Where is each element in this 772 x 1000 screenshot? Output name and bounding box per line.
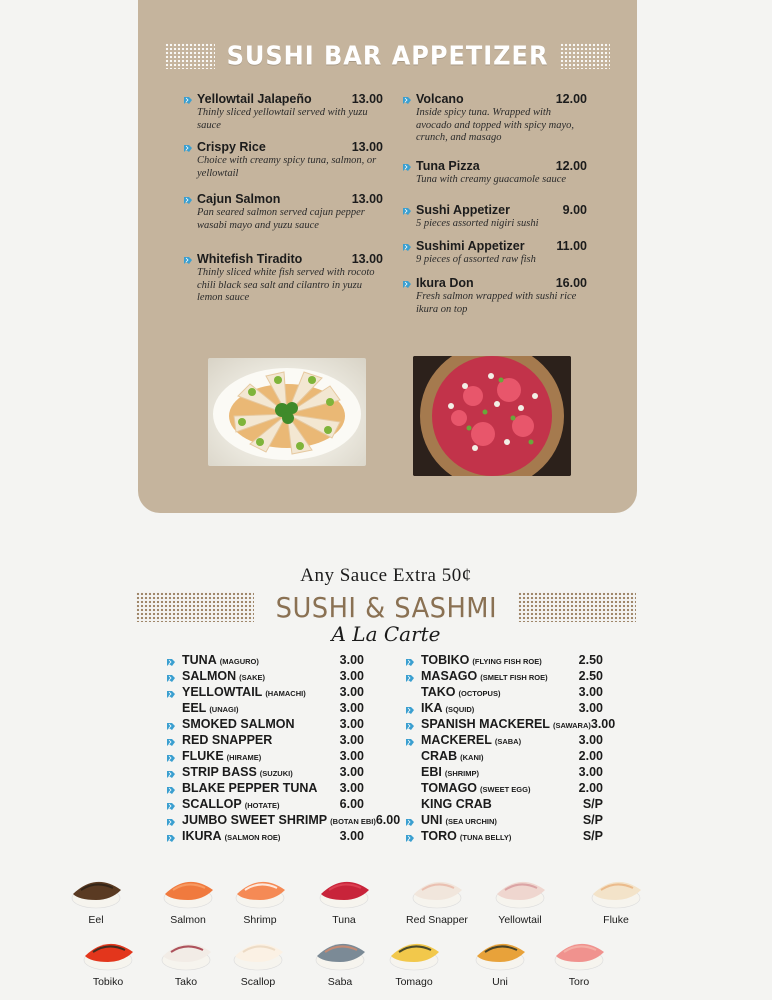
- sushi-item-name: SALMON: [182, 669, 237, 683]
- sushi-item-price: 3.00: [339, 701, 364, 715]
- nigiri-tako: [146, 930, 226, 988]
- nigiri-uni: [460, 930, 540, 988]
- sushi-list-item: [405, 715, 616, 731]
- sushi-list-item: [166, 683, 364, 699]
- sushi-list-item: [166, 811, 401, 827]
- nigiri-tobiko: [68, 930, 148, 988]
- sushi-item-price: 3.00: [339, 653, 364, 667]
- appetizer-header: [138, 38, 637, 74]
- appetizer-title: SUSHI BAR APPETIZER: [226, 40, 549, 72]
- nigiri-label: Fluke: [603, 914, 629, 926]
- sushi-item-name: TOMAGO: [421, 781, 478, 795]
- appetizer-item-name: Crispy Rice: [183, 140, 266, 154]
- appetizer-item-price: 16.00: [555, 276, 587, 290]
- sushi-list-item: [405, 763, 603, 779]
- sushi-list-item: [166, 667, 364, 683]
- appetizer-item-description: 5 pieces assorted nigiri sushi: [416, 218, 539, 229]
- nigiri-photo: [309, 930, 371, 974]
- sushi-item-name: EEL: [182, 701, 207, 715]
- sushi-list-item: [166, 651, 364, 667]
- nigiri-label: Shrimp: [243, 914, 277, 926]
- nigiri-label: Toro: [568, 976, 590, 988]
- sushi-item-japanese-name: (FLYING FISH ROE): [472, 657, 542, 666]
- nigiri-photo: [157, 868, 219, 912]
- nigiri-label: Tobiko: [92, 976, 124, 988]
- nigiri-photo: [548, 930, 610, 974]
- sushi-item-name: STRIP BASS: [182, 765, 257, 779]
- sushi-list-item: [405, 731, 603, 747]
- sushi-item-name: TOBIKO: [421, 653, 470, 667]
- sushi-item-price: 6.00: [339, 797, 364, 811]
- nigiri-yellowtail: [480, 868, 560, 926]
- appetizer-item-name: Tuna Pizza: [402, 159, 480, 173]
- nigiri-gallery: [0, 860, 772, 1000]
- fish-icon: [166, 654, 176, 663]
- sushi-list-item: [405, 747, 603, 763]
- sushi-item-japanese-name: (SWEET EGG): [480, 785, 531, 794]
- sushi-list-item: [166, 827, 364, 843]
- sushi-item-price: S/P: [582, 813, 603, 827]
- appetizer-item: [183, 140, 383, 180]
- sushi-list-item: [166, 699, 364, 715]
- fish-icon: [405, 670, 415, 679]
- sushi-item-japanese-name: (HAMACHI): [265, 689, 306, 698]
- sushi-list-item: [166, 795, 364, 811]
- nigiri-photo: [155, 930, 217, 974]
- nigiri-label: Saba: [327, 976, 353, 988]
- dot-ornament-right: [518, 592, 636, 622]
- nigiri-label: Tuna: [332, 914, 356, 926]
- sushi-item-price: 3.00: [578, 685, 603, 699]
- nigiri-shrimp: [220, 868, 300, 926]
- nigiri-eel: [56, 868, 136, 926]
- fish-icon: [405, 654, 415, 663]
- sushi-list-item: [405, 811, 603, 827]
- fish-icon: [183, 194, 193, 203]
- fish-icon: [166, 766, 176, 775]
- appetizer-item-price: 13.00: [351, 140, 383, 154]
- nigiri-photo: [313, 868, 375, 912]
- sushi-item-name: KING CRAB: [421, 797, 492, 811]
- nigiri-photo: [469, 930, 531, 974]
- appetizer-item: [402, 159, 587, 187]
- sushi-item-price: 3.00: [590, 717, 616, 731]
- fish-icon: [166, 686, 176, 695]
- sushi-item-japanese-name: (SAKE): [239, 673, 266, 682]
- sushi-list-item: [166, 763, 364, 779]
- sushi-item-name: FLUKE: [182, 749, 224, 763]
- sushi-item-name: RED SNAPPER: [182, 733, 273, 747]
- sushi-item-name: YELLOWTAIL: [182, 685, 263, 699]
- sushi-list-item: [405, 779, 603, 795]
- sushi-item-price: 3.00: [339, 669, 364, 683]
- appetizer-item: [183, 192, 383, 232]
- appetizer-item-price: 11.00: [556, 239, 587, 253]
- sushi-item-price: S/P: [582, 829, 603, 843]
- sushi-item-price: 2.00: [578, 781, 603, 795]
- tuna-pizza-photo: [413, 356, 571, 476]
- a-la-carte-subtitle: A La Carte: [331, 622, 441, 646]
- nigiri-label: Uni: [492, 976, 508, 988]
- nigiri-photo: [77, 930, 139, 974]
- nigiri-label: Tako: [174, 976, 198, 988]
- sushi-item-price: 2.50: [578, 669, 603, 683]
- appetizer-item-description: Tuna with creamy guacamole sauce: [416, 174, 567, 185]
- fish-icon: [166, 750, 176, 759]
- appetizer-item: [183, 92, 383, 132]
- fish-icon: [166, 782, 176, 791]
- appetizer-item-name: Sushimi Appetizer: [402, 239, 525, 253]
- appetizer-item-name: Ikura Don: [402, 276, 474, 290]
- sushi-item-name: SCALLOP: [182, 797, 242, 811]
- sushi-item-name: IKURA: [182, 829, 222, 843]
- sushi-list-item: [166, 715, 364, 731]
- sushi-item-name: SPANISH MACKEREL: [421, 717, 550, 731]
- fish-icon: [402, 278, 412, 287]
- fish-icon: [405, 718, 415, 727]
- nigiri-saba: [300, 930, 380, 988]
- fish-icon: [405, 702, 415, 711]
- sushi-item-price: 3.00: [578, 733, 603, 747]
- sushi-item-name: EBI: [421, 765, 442, 779]
- nigiri-scallop: [218, 930, 298, 988]
- fish-icon: [402, 161, 412, 170]
- sushi-item-price: 3.00: [339, 685, 364, 699]
- nigiri-tomago: [374, 930, 454, 988]
- appetizer-item-description: 9 pieces of assorted raw fish: [416, 254, 536, 265]
- sushi-item-japanese-name: (SEA URCHIN): [445, 817, 497, 826]
- appetizer-item-name: Whitefish Tiradito: [183, 252, 302, 266]
- sushi-list-item: [405, 795, 603, 811]
- sushi-item-price: 6.00: [375, 813, 401, 827]
- sushi-item-japanese-name: (MAGURO): [219, 657, 259, 666]
- sushi-list-item: [405, 683, 603, 699]
- sushi-item-japanese-name: (HOTATE): [244, 801, 280, 810]
- appetizer-item-description: Fresh salmon wrapped with sushi rice ikura on top: [416, 291, 577, 315]
- sushi-item-price: 3.00: [339, 717, 364, 731]
- fish-icon: [402, 94, 412, 103]
- nigiri-toro: [539, 930, 619, 988]
- nigiri-fluke: [576, 868, 656, 926]
- fish-icon: [183, 142, 193, 151]
- sushi-item-price: 3.00: [339, 781, 364, 795]
- nigiri-label: Salmon: [170, 914, 206, 926]
- dot-ornament-left: [165, 43, 215, 69]
- sushi-item-japanese-name: (SAWARA): [552, 721, 591, 730]
- sushi-item-price: 3.00: [339, 765, 364, 779]
- fish-icon: [166, 830, 176, 839]
- fish-icon: [166, 718, 176, 727]
- sushi-item-name: CRAB: [421, 749, 458, 763]
- sushi-list-item: [405, 667, 603, 683]
- appetizer-item-price: 12.00: [555, 92, 587, 106]
- sauce-note: Any Sauce Extra 50¢: [300, 565, 472, 586]
- nigiri-photo: [229, 868, 291, 912]
- appetizer-item: [402, 276, 587, 316]
- fish-icon: [166, 814, 176, 823]
- sushi-list-item: [405, 827, 603, 843]
- appetizer-item-name: Sushi Appetizer: [402, 203, 510, 217]
- sushi-item-name: TAKO: [421, 685, 456, 699]
- nigiri-photo: [383, 930, 445, 974]
- sushi-item-price: 3.00: [578, 701, 603, 715]
- fish-icon: [405, 830, 415, 839]
- sushi-item-price: 2.00: [578, 749, 603, 763]
- nigiri-photo: [406, 868, 468, 912]
- sushi-item-price: 3.00: [578, 765, 603, 779]
- sushi-item-price: S/P: [582, 797, 603, 811]
- nigiri-label: Tomago: [395, 976, 433, 988]
- appetizer-item-price: 13.00: [351, 92, 383, 106]
- dot-ornament-right: [560, 43, 610, 69]
- sushi-item-japanese-name: (HIRAME): [226, 753, 262, 762]
- nigiri-photo: [227, 930, 289, 974]
- sushi-item-japanese-name: (SUZUKI): [259, 769, 293, 778]
- fish-icon: [405, 814, 415, 823]
- fish-icon: [166, 670, 176, 679]
- sushi-item-price: 3.00: [339, 829, 364, 843]
- appetizer-item-name: Yellowtail Jalapeño: [183, 92, 312, 106]
- appetizer-item: [402, 239, 587, 267]
- sushi-item-japanese-name: (SALMON ROE): [224, 833, 281, 842]
- sushi-item-japanese-name: (SABA): [494, 737, 522, 746]
- appetizer-item-name: Cajun Salmon: [183, 192, 280, 206]
- fish-icon: [402, 241, 412, 250]
- fish-icon: [402, 205, 412, 214]
- sushi-item-japanese-name: (BOTAN EBI): [330, 817, 376, 826]
- sushi-item-name: IKA: [421, 701, 443, 715]
- sushi-sashimi-title: SUSHI & SASHMI: [275, 590, 497, 624]
- sushi-item-name: UNI: [421, 813, 443, 827]
- sushi-item-japanese-name: (SMELT FISH ROE): [480, 673, 548, 682]
- sushi-item-japanese-name: (SHRIMP): [444, 769, 480, 778]
- nigiri-photo: [489, 868, 551, 912]
- nigiri-label: Eel: [88, 914, 104, 926]
- sushi-item-name: TUNA: [182, 653, 217, 667]
- nigiri-photo: [585, 868, 647, 912]
- dot-ornament-left: [136, 592, 254, 622]
- nigiri-label: Red Snapper: [406, 914, 468, 926]
- sushi-list-right: [405, 651, 616, 843]
- sushi-item-japanese-name: (OCTOPUS): [458, 689, 501, 698]
- sushi-item-price: 3.00: [339, 733, 364, 747]
- appetizer-item-price: 13.00: [351, 192, 383, 206]
- sushi-list-item: [166, 747, 364, 763]
- sushi-item-name: SMOKED SALMON: [182, 717, 295, 731]
- appetizer-item: [402, 203, 587, 231]
- fish-icon: [405, 734, 415, 743]
- appetizer-item-price: 12.00: [555, 159, 587, 173]
- sushi-list-item: [405, 651, 603, 667]
- appetizer-item-name: Volcano: [402, 92, 464, 106]
- appetizer-item-price: 13.00: [351, 252, 383, 266]
- sushi-item-name: MASAGO: [421, 669, 478, 683]
- sushi-list-item: [166, 779, 364, 795]
- sushi-item-name: BLAKE PEPPER TUNA: [182, 781, 318, 795]
- nigiri-label: Yellowtail: [498, 914, 542, 926]
- appetizer-item-price: 9.00: [562, 203, 587, 217]
- sushi-item-name: MACKEREL: [421, 733, 492, 747]
- appetizer-item: [402, 92, 587, 145]
- sushi-item-name: JUMBO SWEET SHRIMP: [182, 813, 328, 827]
- sushi-sashimi-header: [0, 590, 772, 624]
- nigiri-label: Scallop: [240, 976, 276, 988]
- appetizer-item-description: Inside spicy tuna. Wrapped with avocado and topped with spicy mayo, crunch, and masago: [416, 107, 575, 143]
- nigiri-red-snapper: [397, 868, 477, 926]
- appetizer-item-description: Choice with creamy spicy tuna, salmon, or yellowtail: [197, 155, 377, 179]
- appetizer-item-description: Thinly sliced white fish served with rocoto chili black sea salt and cilantro in yuzu lemon sauce: [197, 267, 375, 303]
- sushi-item-japanese-name: (SQUID): [445, 705, 475, 714]
- sushi-item-price: 2.50: [578, 653, 603, 667]
- sushi-item-japanese-name: (KANI): [460, 753, 484, 762]
- appetizer-panel: [138, 0, 637, 513]
- sushi-item-japanese-name: (TUNA BELLY): [459, 833, 512, 842]
- sushi-list-item: [405, 699, 603, 715]
- appetizer-item: [183, 252, 383, 305]
- nigiri-salmon: [148, 868, 228, 926]
- nigiri-photo: [65, 868, 127, 912]
- fish-icon: [183, 94, 193, 103]
- fish-icon: [166, 798, 176, 807]
- sushi-item-name: TORO: [421, 829, 457, 843]
- fish-icon: [183, 254, 193, 263]
- nigiri-tuna: [304, 868, 384, 926]
- sushi-item-price: 3.00: [339, 749, 364, 763]
- yellowtail-jalapeno-photo: [208, 358, 366, 466]
- appetizer-item-description: Thinly sliced yellowtail served with yuzu sauce: [197, 107, 368, 131]
- appetizer-item-description: Pan seared salmon served cajun pepper wasabi mayo and yuzu sauce: [197, 207, 365, 231]
- sushi-list-left: [166, 651, 401, 843]
- sushi-item-japanese-name: (UNAGI): [209, 705, 239, 714]
- sushi-list-item: [166, 731, 364, 747]
- fish-icon: [166, 734, 176, 743]
